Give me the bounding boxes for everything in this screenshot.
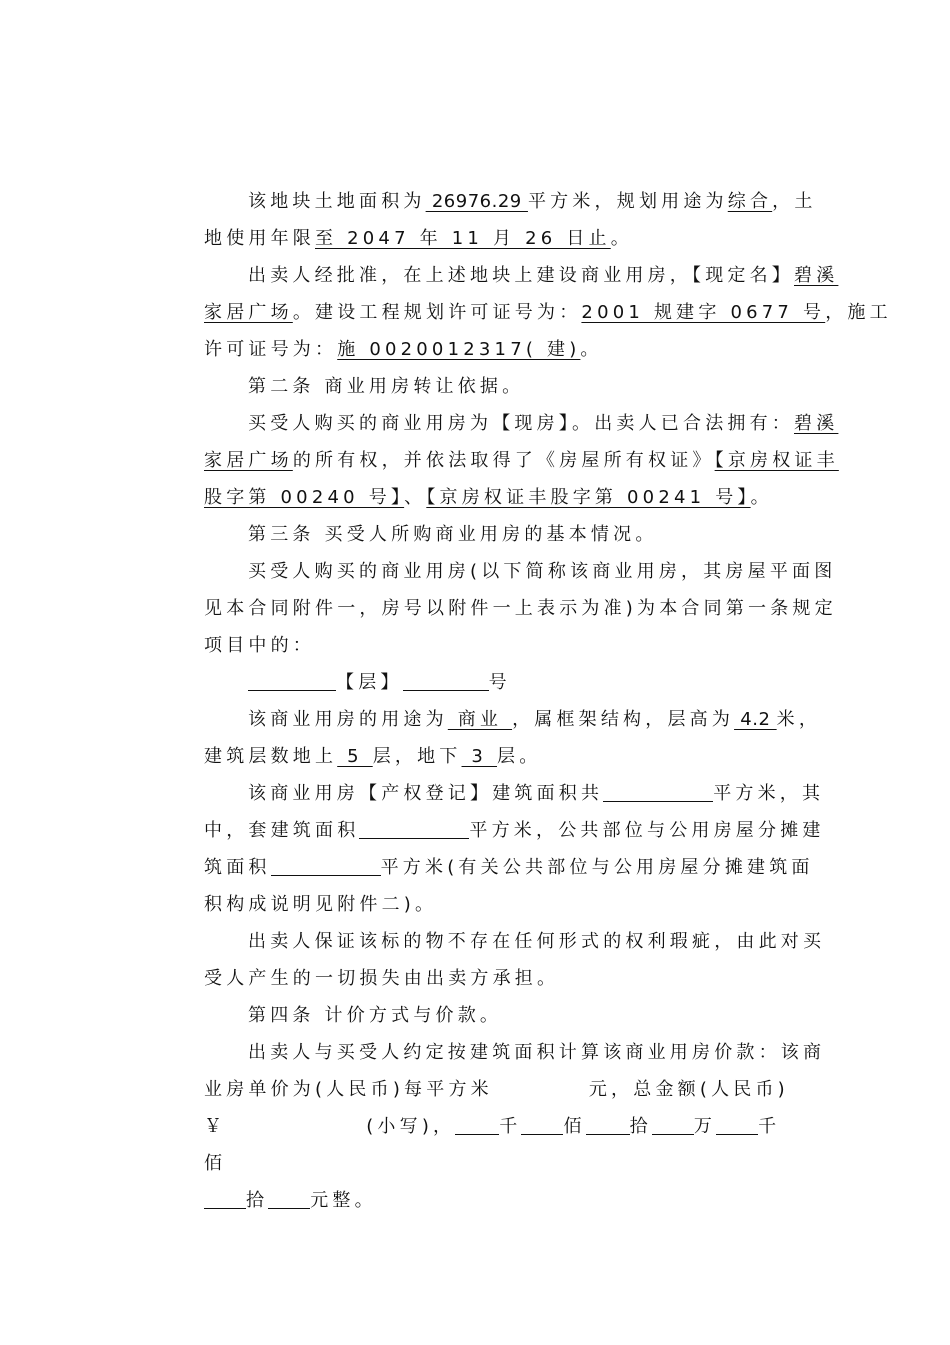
yen-symbol: ￥	[204, 1116, 227, 1137]
text: 万	[693, 1116, 717, 1137]
text: 出卖人经批准，在上述地块上建设商业用房，【现定名】	[248, 265, 794, 286]
land-area-value: 26976.29	[425, 191, 528, 212]
text: 买受人购买的商业用房为【现房】。出卖人已合法拥有：	[248, 413, 794, 434]
text: 中，套建筑面积	[204, 820, 360, 841]
cert-1-part1: 【京房权证丰	[714, 450, 839, 471]
floors-above-value: 5	[337, 746, 373, 767]
ownership-line	[204, 442, 838, 479]
p8-line-1: 出卖人与买受人约定按建筑面积计算该商业用房价款：该商	[248, 1042, 826, 1063]
article-2-heading: 第二条 商业用房转让依据。	[248, 376, 525, 397]
document-page	[204, 183, 892, 1219]
p4-line-2: 见本合同附件一，房号以附件一上表示为准)为本合同第一条规定	[204, 598, 837, 619]
amount-blank	[455, 1114, 499, 1135]
text: ，属框架结构，层高为	[512, 709, 735, 730]
p4-line-3: 项目中的：	[204, 635, 315, 656]
text: 千	[499, 1116, 522, 1137]
text: 该地块土地面积为	[248, 191, 426, 212]
registered-area-line	[204, 775, 838, 812]
land-term-value: 至 2047 年 11 月 26 日止	[315, 228, 611, 249]
text: 许可证号为：	[204, 339, 338, 360]
plan-permit-number: 2001 规建字 0677 号	[581, 302, 826, 323]
text: (小写)，	[366, 1116, 456, 1137]
amount-blank	[652, 1114, 694, 1135]
purchase-line	[204, 405, 838, 442]
text: 。	[610, 228, 633, 249]
usage-structure-line	[204, 701, 838, 738]
text: 米，	[776, 709, 822, 730]
amount-blank	[521, 1114, 563, 1135]
text: 。	[580, 339, 603, 360]
text: 平方米(有关公共部位与公用房屋分摊建筑面	[380, 857, 814, 878]
total-area-blank	[603, 781, 713, 802]
text: 。建设工程规划许可证号为：	[292, 302, 582, 323]
unit-price-line	[204, 1071, 838, 1108]
project-name-part2: 家居广场	[204, 302, 293, 323]
build-permit-line	[204, 331, 838, 368]
text: 拾	[246, 1190, 269, 1211]
appendix-2-line: 积构成说明见附件二)。	[204, 894, 438, 915]
text: ，施工	[825, 302, 892, 323]
floor-blank	[248, 670, 336, 691]
text: 元，总金额(人民币)	[588, 1079, 789, 1100]
p4-line-1: 买受人购买的商业用房(以下简称该商业用房，其房屋平面图	[248, 561, 837, 582]
shared-area-line	[204, 849, 838, 886]
text: 该商业用房的用途为	[248, 709, 448, 730]
shared-area-blank	[271, 855, 381, 876]
amount-end-line	[204, 1182, 838, 1219]
land-area-line	[204, 183, 838, 220]
usage-value: 商业	[447, 709, 513, 730]
floor-height-value: 4.2	[734, 709, 777, 730]
text: 佰	[563, 1116, 586, 1137]
text: 号	[488, 672, 511, 693]
land-use-value: 综合	[727, 191, 773, 212]
article-4-heading: 第四条 计价方式与价款。	[248, 1005, 503, 1026]
text: 。	[750, 487, 773, 508]
floors-below-value: 3	[461, 746, 498, 767]
amount-blank	[716, 1114, 758, 1135]
text: 层，地下	[372, 746, 462, 767]
project-name-part2: 家居广场	[204, 450, 293, 471]
cert-2: 【京房权证丰股字第 00241 号】	[426, 487, 751, 508]
bai-line: 佰	[204, 1153, 227, 1174]
floor-number-line	[204, 664, 838, 701]
room-number-blank	[403, 670, 489, 691]
text: 层。	[497, 746, 542, 767]
text: 该商业用房【产权登记】建筑面积共	[248, 783, 604, 804]
amount-blank	[268, 1188, 310, 1209]
amount-blank	[586, 1114, 630, 1135]
text: 业房单价为(人民币)每平方米	[204, 1079, 493, 1100]
text: 建筑层数地上	[204, 746, 338, 767]
floors-line	[204, 738, 838, 775]
text: 平方米，其	[713, 783, 825, 804]
text: 拾	[629, 1116, 652, 1137]
amount-blank	[204, 1188, 246, 1209]
plan-permit-line	[204, 294, 892, 331]
text: 筑面积	[204, 857, 271, 878]
text: 【层】	[336, 672, 403, 693]
unit-area-blank	[359, 818, 469, 839]
text: 千	[758, 1116, 781, 1137]
land-term-line	[204, 220, 838, 257]
text: ，土	[772, 191, 817, 212]
text: 平方米，公共部位与公用房屋分摊建	[469, 820, 825, 841]
certificates-line	[204, 479, 838, 516]
project-name-part1: 碧溪	[794, 265, 839, 286]
p7-line-1: 出卖人保证该标的物不存在任何形式的权利瑕疵，由此对买	[248, 931, 826, 952]
approval-line	[204, 257, 838, 294]
amount-line	[204, 1108, 838, 1145]
text: 平方米，规划用途为	[527, 191, 728, 212]
article-3-heading: 第三条 买受人所购商业用房的基本情况。	[248, 524, 658, 545]
unit-area-line	[204, 812, 838, 849]
build-permit-number: 施 0020012317( 建)	[337, 339, 581, 360]
p7-line-2: 受人产生的一切损失由出卖方承担。	[204, 968, 560, 989]
text: 的所有权，并依法取得了《房屋所有权证》	[292, 450, 715, 471]
text: 地使用年限	[204, 228, 315, 249]
project-name-part1: 碧溪	[794, 413, 839, 434]
text: 元整。	[310, 1190, 377, 1211]
cert-1-part2: 股字第 00240 号】	[204, 487, 405, 508]
text: 、	[404, 487, 427, 508]
